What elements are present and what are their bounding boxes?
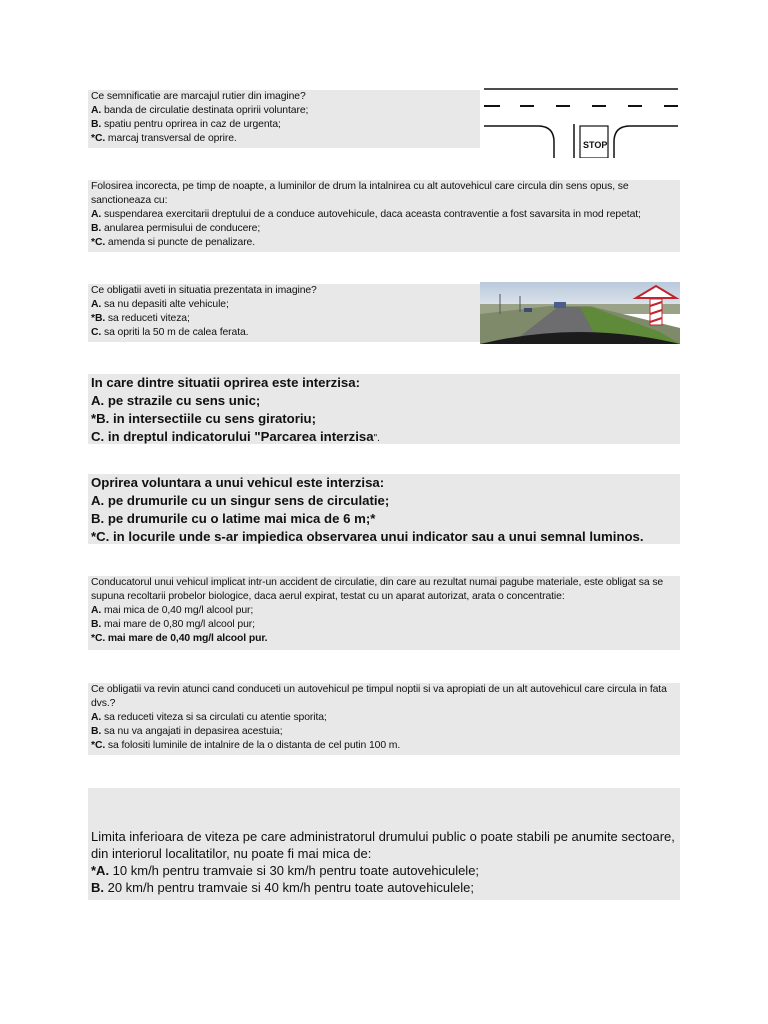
answer-c-correct: *C. mai mare de 0,40 mg/l alcool pur. (91, 633, 268, 644)
railway-crossing-photo (480, 282, 680, 344)
answer-a: A. suspendarea exercitarii dreptului de a conduce autovehicule, daca aceasta contraventie a fost savarsita in mod repetat; (91, 209, 641, 220)
question-text: Folosirea incorecta, pe timp de noapte, a luminilor de drum la intalnirea cu alt autovehicul care circula din sens opus, se sanctioneaza cu: (91, 181, 629, 206)
answer-c-correct: *C. marcaj transversal de oprire. (91, 133, 237, 144)
question-block-3 (88, 284, 480, 342)
question-block-6 (88, 576, 680, 650)
answer-a: A. pe drumurile cu un singur sens de circulatie; (91, 493, 390, 508)
question-text: Ce obligatii aveti in situatia prezentata in imagine? (91, 285, 317, 296)
question-text: Oprirea voluntara a unui vehicul este interzisa: (91, 475, 385, 490)
answer-a: A. sa nu depasiti alte vehicule; (91, 299, 229, 310)
question-block-2 (88, 180, 680, 252)
answer-b: B. pe drumurile cu o latime mai mica de 6 m;* (91, 511, 376, 526)
question-block-7 (88, 683, 680, 755)
question-text: Ce obligatii va revin atunci cand conduceti un autovehicul pe timpul noptii si va apropiati de un alt autovehicul care circula in fata dvs.? (91, 684, 667, 709)
stop-marking-label: STOP (583, 140, 608, 150)
answer-a: A. mai mica de 0,40 mg/l alcool pur; (91, 605, 254, 616)
answer-c: C. sa opriti la 50 m de calea ferata. (91, 327, 249, 338)
answer-b: B. sa nu va angajati in depasirea acestuia; (91, 726, 283, 737)
answer-a: A. pe strazile cu sens unic; (91, 393, 261, 408)
answer-b: B. mai mare de 0,80 mg/l alcool pur; (91, 619, 255, 630)
answer-b: B. anularea permisului de conducere; (91, 223, 261, 234)
answer-b-correct: *B. in intersectiile cu sens giratoriu; (91, 411, 316, 426)
answer-a-correct: *A. 10 km/h pentru tramvaie si 30 km/h pentru toate autovehiculele; (91, 863, 480, 878)
answer-c-correct: *C. in locurile unde s-ar impiedica observarea unui indicator sau a unui semnal luminos. (91, 529, 644, 544)
answer-b-correct: *B. sa reduceti viteza; (91, 313, 190, 324)
answer-a: A. sa reduceti viteza si sa circulati cu atentie sporita; (91, 712, 327, 723)
question-block-5 (88, 474, 680, 544)
answer-b: B. 20 km/h pentru tramvaie si 40 km/h pentru toate autovehiculele; (91, 880, 474, 895)
question-block-4 (88, 374, 680, 444)
question-text: Ce semnificatie are marcajul rutier din imagine? (91, 91, 306, 102)
question-block-1 (88, 90, 480, 148)
answer-c: C. in dreptul indicatorului "Parcarea interzisa". (91, 429, 380, 444)
answer-a: A. banda de circulatie destinata opririi voluntare; (91, 105, 309, 116)
answer-c-correct: *C. amenda si puncte de penalizare. (91, 237, 256, 248)
road-marking-figure (480, 86, 680, 158)
question-block-8 (88, 788, 680, 900)
question-text: Limita inferioara de viteza pe care administratorul drumului public o poate stabili pe anumite sectoare, din interiorul localitatilor, nu poate fi mai mica de: (91, 829, 675, 861)
answer-c-correct: *C. sa folositi luminile de intalnire de la o distanta de cel putin 100 m. (91, 740, 401, 751)
answer-b: B. spatiu pentru oprirea in caz de urgenta; (91, 119, 281, 130)
question-text: Conducatorul unui vehicul implicat intr-un accident de circulatie, din care au rezultat numai pagube materiale, este obligat sa se supuna recoltarii probelor biologice, daca aerul expirat, testat cu un aparat autorizat, arata o concentratie: (91, 577, 664, 602)
question-text: In care dintre situatii oprirea este interzisa: (91, 375, 360, 390)
